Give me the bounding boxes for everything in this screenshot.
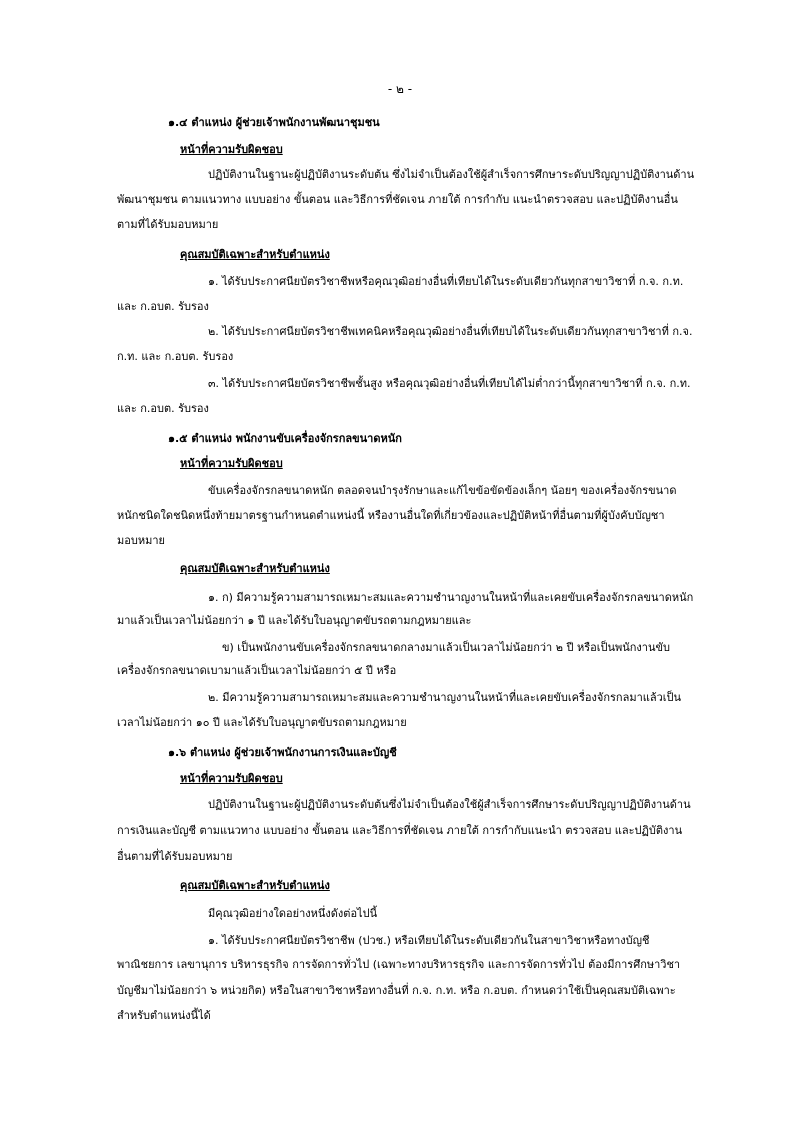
qualification-line: เวลาไม่น้อยกว่า ๑๐ ปี และได้รับใบอนุญาตขับรถตามกฎหมาย <box>117 716 407 729</box>
qualification-line: ๓. ได้รับประกาศนียบัตรวิชาชีพชั้นสูง หรือคุณวุฒิอย่างอื่นที่เทียบได้ไม่ต่ำกว่านี้ทุกสาขาวิชาที่ ก.จ. ก.ท. <box>208 377 691 390</box>
qualification-line: ๑. ได้รับประกาศนียบัตรวิชาชีพหรือคุณวุฒิอย่างอื่นที่เทียบได้ในระดับเดียวกันทุกสาขาวิชาที่ ก.จ. ก.ท. <box>208 275 684 288</box>
qualification-line: บัญชีมาไม่น้อยกว่า ๖ หน่วยกิต) หรือในสาขาวิชาหรือทางอื่นที่ ก.จ. ก.ท. หรือ ก.อบต. กำหนดว่าใช้เป็นคุณสมบัติเฉพาะ <box>117 984 676 997</box>
qualification-line: มาแล้วเป็นเวลาไม่น้อยกว่า ๑ ปี และได้รับใบอนุญาตขับรถตามกฎหมายและ <box>117 614 472 627</box>
qualification-line: ๑. ก) มีความรู้ความสามารถเหมาะสมและความชำนาญงานในหน้าที่และเคยขับเครื่องจักรกลขนาดหนัก <box>208 591 694 604</box>
qualification-line: ก.ท. และ ก.อบต. รับรอง <box>117 350 234 363</box>
duty-line: ขับเครื่องจักรกลขนาดหนัก ตลอดจนบำรุงรักษาและแก้ไขข้อขัดข้องเล็กๆ น้อยๆ ของเครื่องจักรขนาด <box>208 484 677 497</box>
duty-line: มอบหมาย <box>117 534 165 547</box>
section-heading: ๑.๕ ตำแหน่ง พนักงานขับเครื่องจักรกลขนาดหนัก <box>168 432 402 445</box>
page-number: - ๒ - <box>387 82 413 96</box>
qualification-label: คุณสมบัติเฉพาะสำหรับตำแหน่ง <box>180 248 330 261</box>
qualification-line: ๒. มีความรู้ความสามารถเหมาะสมและความชำนาญงานในหน้าที่และเคยขับเครื่องจักรกลมาแล้วเป็น <box>208 691 682 704</box>
duty-line: หนักชนิดใดชนิดหนึ่งท้ายมาตรฐานกำหนดตำแหน่งนี้ หรืองานอื่นใดที่เกี่ยวข้องและปฏิบัติหน้าที่อื่นตามที่ผู้บังคับบัญชา <box>117 509 665 522</box>
duty-line: พัฒนาชุมชน ตามแนวทาง แบบอย่าง ขั้นตอน และวิธีการที่ชัดเจน ภายใต้ การกำกับ แนะนำตรวจสอบ และปฏิบัติงานอื่น <box>117 193 678 206</box>
duty-label: หน้าที่ความรับผิดชอบ <box>180 772 283 785</box>
duty-line: การเงินและบัญชี ตามแนวทาง แบบอย่าง ขั้นตอน และวิธีการที่ชัดเจน ภายใต้ การกำกับแนะนำ ตรวจสอบ และปฏิบัติงาน <box>117 824 683 837</box>
qualification-label: คุณสมบัติเฉพาะสำหรับตำแหน่ง <box>180 562 330 575</box>
qualification-line: เครื่องจักรกลขนาดเบามาแล้วเป็นเวลาไม่น้อยกว่า ๕ ปี หรือ <box>117 664 397 677</box>
qualification-line: ๑. ได้รับประกาศนียบัตรวิชาชีพ (ปวช.) หรือเทียบได้ในระดับเดียวกันในสาขาวิชาหรือทางบัญชี <box>208 934 650 947</box>
qualification-line: มีคุณวุฒิอย่างใดอย่างหนึ่งดังต่อไปนี้ <box>208 907 378 920</box>
duty-line: ปฏิบัติงานในฐานะผู้ปฏิบัติงานระดับต้นซึ่งไม่จำเป็นต้องใช้ผู้สำเร็จการศึกษาระดับปริญญาปฏิบัติงานด้าน <box>208 798 691 811</box>
duty-label: หน้าที่ความรับผิดชอบ <box>180 457 283 470</box>
duty-line: ปฏิบัติงานในฐานะผู้ปฏิบัติงานระดับต้น ซึ่งไม่จำเป็นต้องใช้ผู้สำเร็จการศึกษาระดับปริญญาปฏิบัติงานด้าน <box>208 168 695 181</box>
qualification-line: และ ก.อบต. รับรอง <box>117 300 209 313</box>
qualification-line: ข) เป็นพนักงานขับเครื่องจักรกลขนาดกลางมาแล้วเป็นเวลาไม่น้อยกว่า ๒ ปี หรือเป็นพนักงานขับ <box>222 641 670 654</box>
duty-line: ตามที่ได้รับมอบหมาย <box>117 218 219 231</box>
duty-line: อื่นตามที่ได้รับมอบหมาย <box>117 850 233 863</box>
qualification-line: สำหรับตำแหน่งนี้ได้ <box>117 1009 211 1022</box>
qualification-line: ๒. ได้รับประกาศนียบัตรวิชาชีพเทคนิคหรือคุณวุฒิอย่างอื่นที่เทียบได้ในระดับเดียวกันทุกสาขาวิชาที่ ก.จ. <box>208 325 693 338</box>
qualification-label: คุณสมบัติเฉพาะสำหรับตำแหน่ง <box>180 879 330 892</box>
section-heading: ๑.๔ ตำแหน่ง ผู้ช่วยเจ้าพนักงานพัฒนาชุมชน <box>168 116 380 129</box>
section-heading: ๑.๖ ตำแหน่ง ผู้ช่วยเจ้าพนักงานการเงินและบัญชี <box>168 746 397 759</box>
qualification-line: พาณิชยการ เลขานุการ บริหารธุรกิจ การจัดการทั่วไป (เฉพาะทางบริหารธุรกิจ และการจัดการทั่วไป ต้องมีการศึกษาวิชา <box>117 958 681 971</box>
qualification-line: และ ก.อบต. รับรอง <box>117 402 209 415</box>
duty-label: หน้าที่ความรับผิดชอบ <box>180 143 283 156</box>
